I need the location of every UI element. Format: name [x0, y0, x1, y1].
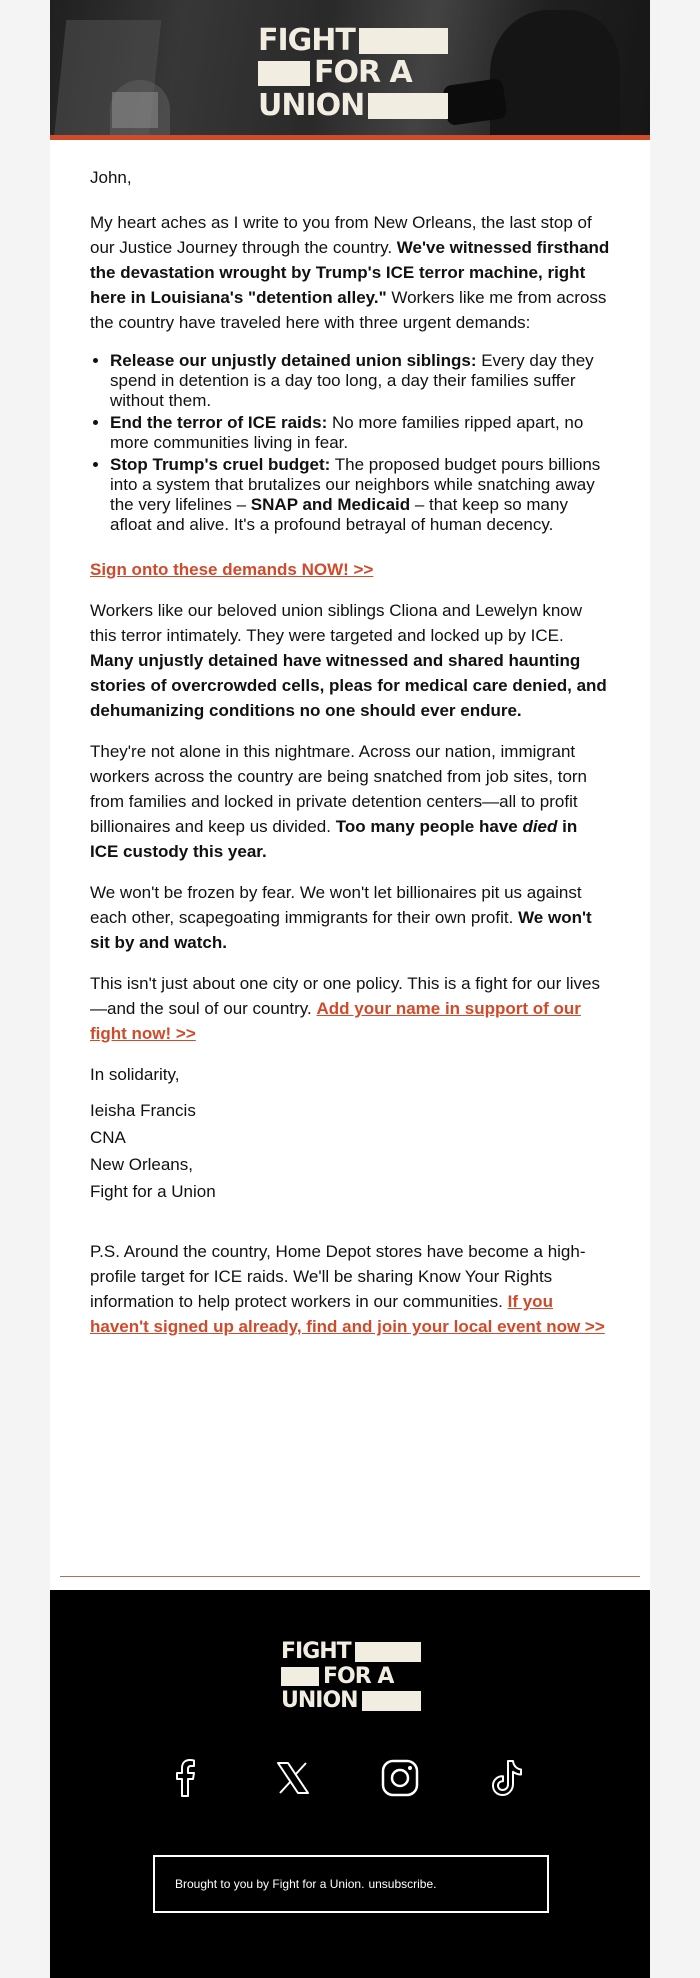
add-name-link[interactable]: Add your name in support of our fight now! >>	[90, 999, 581, 1043]
paragraph-nightmare: They're not alone in this nightmare. Across our nation, immigrant workers across the country are being snatched from job sites, torn from families and locked in private detention centers—all to profit billionaires and keep us divided. Too many people have died in ICE custody this year.	[90, 742, 588, 861]
signer-name: Ieisha Francis	[90, 1101, 196, 1120]
paragraph-fight: This isn't just about one city or one policy. This is a fight for our lives—and the soul of our country. Add your name in support of our fight now! >>	[90, 974, 601, 1043]
find-local-event-link[interactable]: If you haven't signed up already, find and join your local event now >>	[90, 1292, 605, 1336]
unsubscribe-link[interactable]: unsubscribe.	[368, 1877, 437, 1891]
logo-line-1: FIGHT	[258, 23, 355, 59]
logo-line-1: FIGHT	[281, 1639, 351, 1665]
footer-divider	[60, 1576, 640, 1577]
postscript: P.S. Around the country, Home Depot stores have become a high-profile target for ICE raids. We'll be sharing Know Your Rights information to help protect workers in our communities. If you haven't signed up already, find and join your local event now >>	[90, 1242, 605, 1336]
sign-demands-link[interactable]: Sign onto these demands NOW! >>	[90, 560, 374, 579]
closing: In solidarity,	[90, 1065, 180, 1084]
header-hero-image	[50, 0, 650, 140]
email-container	[50, 0, 650, 1978]
list-item: • End the terror of ICE raids: No more families ripped apart, no more communities living in fear.	[110, 413, 610, 453]
header-logo[interactable]	[258, 25, 448, 123]
signer-org: Fight for a Union	[90, 1182, 216, 1201]
signer-title: CNA	[90, 1128, 126, 1147]
logo-line-3: UNION	[258, 87, 365, 123]
logo-line-3: UNION	[281, 1688, 358, 1714]
footer	[50, 1590, 650, 1978]
letter-body	[90, 165, 610, 1355]
list-item: • Release our unjustly detained union siblings: Every day they spend in detention is a day too long, a day their families suffer without them.	[110, 351, 610, 411]
header-accent-bar	[50, 135, 650, 140]
demands-list	[110, 351, 610, 535]
paragraph-detained: Workers like our beloved union siblings Cliona and Lewelyn know this terror intimately. They were targeted and locked up by ICE. Many unjustly detained have witnessed and shared haunting stories of overcrowded cells, pleas for medical care denied, and dehumanizing conditions no one should ever endure.	[90, 601, 607, 720]
signature-block	[90, 1062, 610, 1205]
social-links	[50, 1755, 650, 1805]
logo-line-2: FOR A	[323, 1663, 394, 1689]
paragraph-fear: We won't be frozen by fear. We won't let billionaires pit us against each other, scapegoating immigrants for their own profit. We won't sit by and watch.	[90, 883, 592, 952]
footer-logo[interactable]	[281, 1640, 421, 1714]
logo-line-2: FOR A	[314, 55, 412, 91]
greeting: John,	[90, 168, 132, 187]
instagram-icon[interactable]	[377, 1755, 423, 1801]
footer-note: Brought to you by Fight for a Union. unsubscribe.	[153, 1855, 549, 1913]
tiktok-icon[interactable]	[484, 1755, 530, 1801]
signer-city: New Orleans,	[90, 1155, 193, 1174]
x-icon[interactable]	[270, 1755, 316, 1801]
list-item: • Stop Trump's cruel budget: The proposed budget pours billions into a system that brutalizes our neighbors while snatching away the very lifelines – SNAP and Medicaid – that keep so many afloat and alive. It's a profound betrayal of human decency.	[110, 455, 610, 535]
paragraph-intro: My heart aches as I write to you from New Orleans, the last stop of our Justice Journey through the country. We've witnessed firsthand the devastation wrought by Trump's ICE terror machine, right here in Louisiana's "detention alley." Workers like me from across the country have traveled here with three urgent demands:	[90, 213, 610, 332]
facebook-icon[interactable]	[163, 1755, 209, 1801]
